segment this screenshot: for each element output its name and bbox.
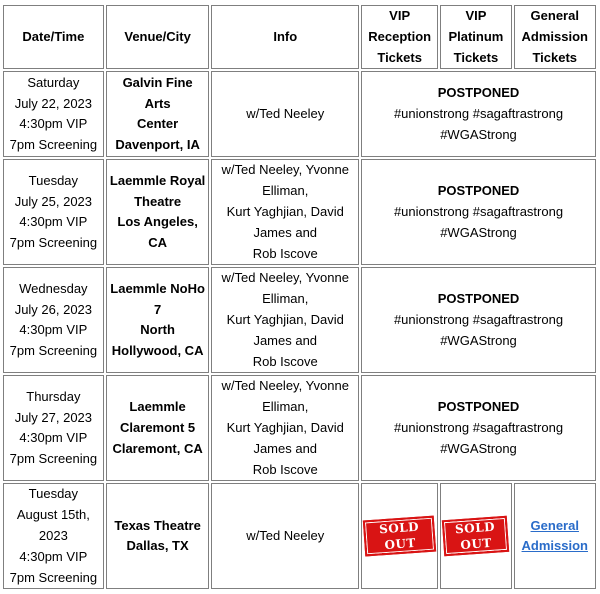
table-row (3, 267, 596, 373)
header-info: Info (211, 5, 359, 69)
date-cell: Saturday July 22, 2023 4:30pm VIP 7pm Screening (3, 71, 104, 157)
date-cell: Tuesday August 15th, 2023 4:30pm VIP 7pm Screening (3, 483, 104, 589)
info-cell: w/Ted Neeley, Yvonne Elliman, Kurt Yaghjian, David James and Rob Iscove (211, 159, 359, 265)
postponed-status: POSTPONED #unionstrong #sagaftrastrong #WGAStrong (361, 71, 596, 157)
table-row (3, 71, 596, 157)
header-row (3, 5, 596, 69)
header-vip-reception: VIP Reception Tickets (361, 5, 438, 69)
sold-out-badge: SOLD OUT (442, 516, 510, 556)
table-row (3, 375, 596, 481)
header-general-admission: General Admission Tickets (514, 5, 596, 69)
info-cell: w/Ted Neeley, Yvonne Elliman, Kurt Yaghjian, David James and Rob Iscove (211, 267, 359, 373)
vip-reception-cell (361, 483, 438, 589)
postponed-status: POSTPONED #unionstrong #sagaftrastrong #WGAStrong (361, 159, 596, 265)
sold-out-badge: SOLD OUT (363, 515, 437, 556)
postponed-status: POSTPONED #unionstrong #sagaftrastrong #WGAStrong (361, 267, 596, 373)
info-cell: w/Ted Neeley (211, 71, 359, 157)
info-cell: w/Ted Neeley, Yvonne Elliman, Kurt Yaghjian, David James and Rob Iscove (211, 375, 359, 481)
venue-cell: Laemmle NoHo 7 North Hollywood, CA (106, 267, 210, 373)
venue-cell: Laemmle Royal Theatre Los Angeles, CA (106, 159, 210, 265)
date-cell: Tuesday July 25, 2023 4:30pm VIP 7pm Screening (3, 159, 104, 265)
date-cell: Wednesday July 26, 2023 4:30pm VIP 7pm Screening (3, 267, 104, 373)
postponed-status: POSTPONED #unionstrong #sagaftrastrong #WGAStrong (361, 375, 596, 481)
header-date: Date/Time (3, 5, 104, 69)
table-row (3, 159, 596, 265)
vip-platinum-cell (440, 483, 511, 589)
venue-cell: Laemmle Claremont 5 Claremont, CA (106, 375, 210, 481)
table-row (3, 483, 596, 589)
date-cell: Thursday July 27, 2023 4:30pm VIP 7pm Screening (3, 375, 104, 481)
general-admission-cell (514, 483, 596, 589)
screening-schedule-table (1, 3, 598, 591)
venue-cell: Texas Theatre Dallas, TX (106, 483, 210, 589)
info-cell: w/Ted Neeley (211, 483, 359, 589)
header-vip-platinum: VIP Platinum Tickets (440, 5, 511, 69)
general-admission-link[interactable]: General Admission (521, 517, 588, 554)
header-venue: Venue/City (106, 5, 210, 69)
venue-cell: Galvin Fine Arts Center Davenport, IA (106, 71, 210, 157)
